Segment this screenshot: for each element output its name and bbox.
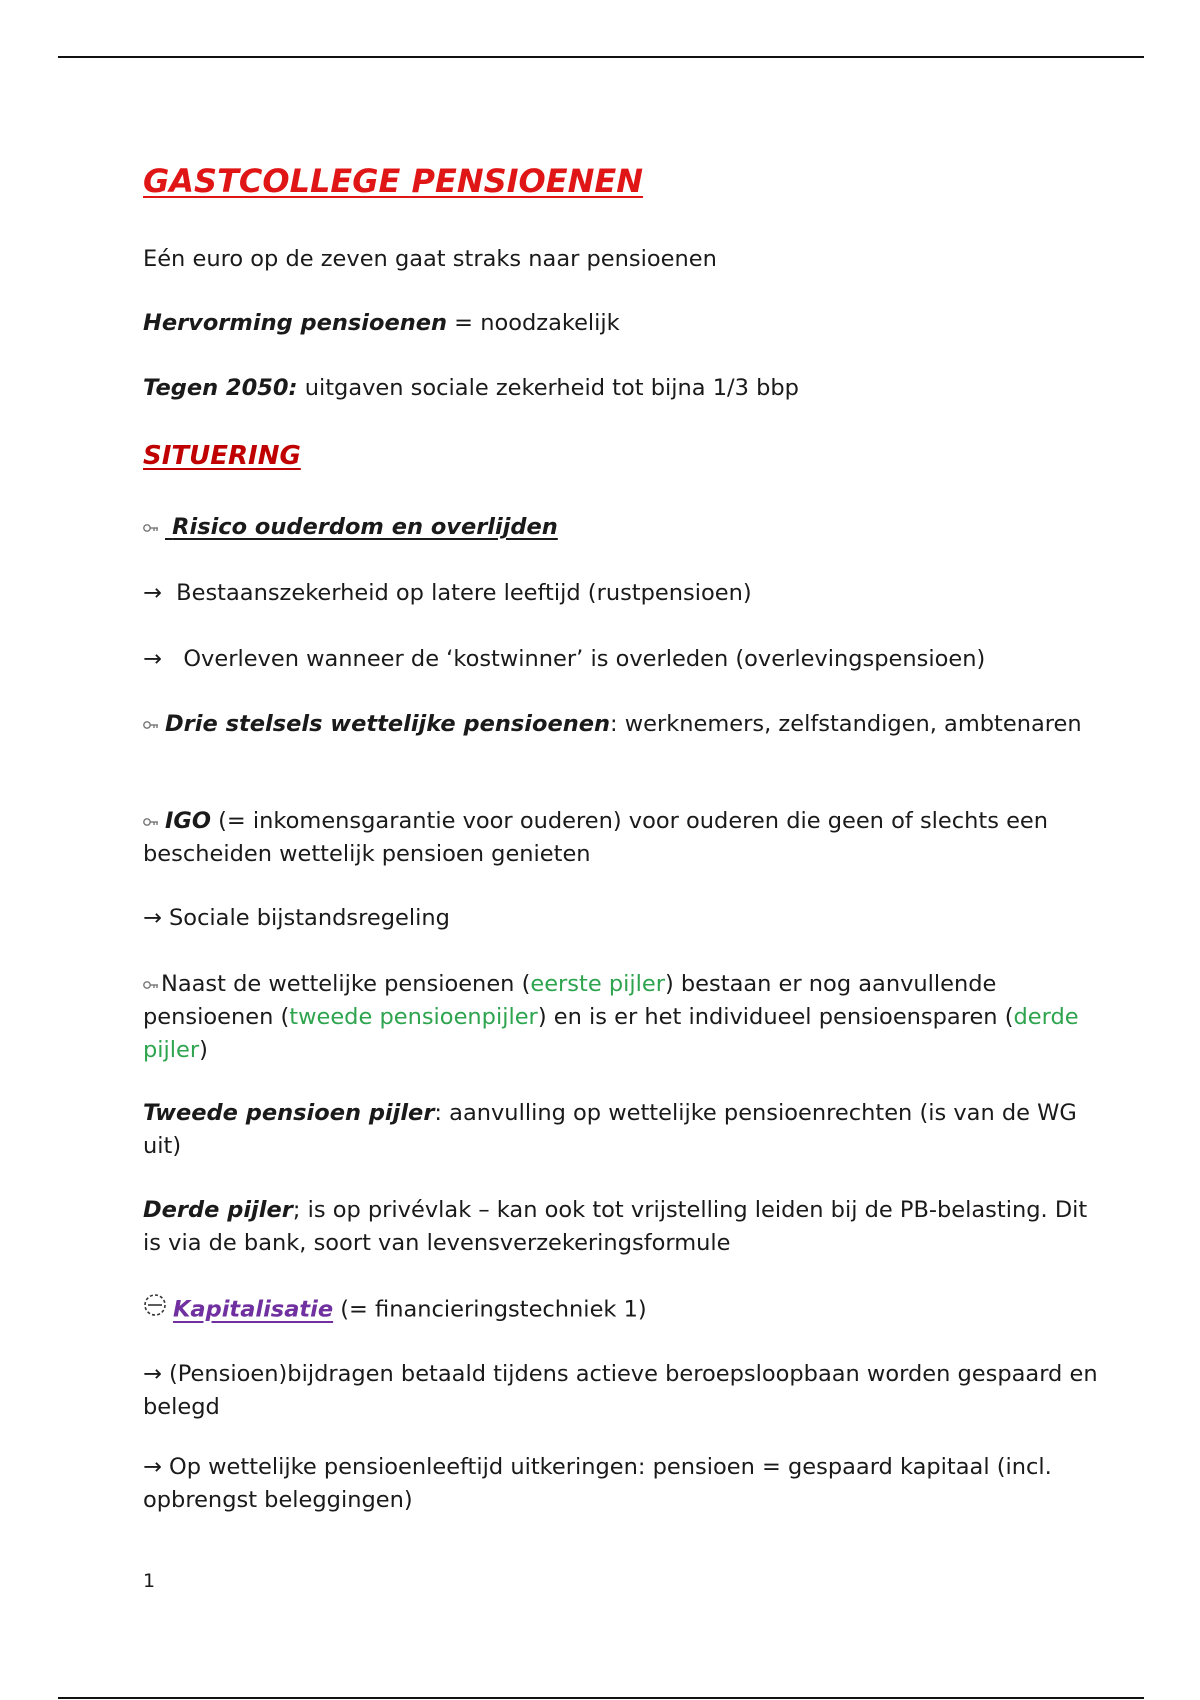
bottom-rule bbox=[58, 1697, 1144, 1699]
tegen-bold: Tegen 2050: bbox=[143, 375, 298, 401]
arrow-item-text: Op wettelijke pensioenleeftijd uitkeringen: pensioen = gespaard kapitaal (incl. opbrengst beleggingen) bbox=[143, 1454, 1052, 1513]
intro-paragraph: Eén euro op de zeven gaat straks naar pensioenen bbox=[143, 246, 717, 272]
igo-bold: IGO bbox=[165, 808, 211, 834]
key-icon bbox=[143, 968, 159, 1001]
pijlers-text-3: ) en is er het individueel pensioensparen ( bbox=[537, 1004, 1014, 1030]
arrow-item-bestaanszekerheid bbox=[143, 577, 1103, 610]
arrow-item-bijdragen bbox=[143, 1358, 1103, 1424]
arrow-item-bijstand bbox=[143, 902, 1103, 935]
drie-stelsels-rest: : werknemers, zelfstandigen, ambtenaren bbox=[610, 711, 1082, 737]
risico-heading-text: Risico ouderdom en overlijden bbox=[172, 514, 558, 540]
paragraph-derde-pijler bbox=[143, 1194, 1103, 1260]
arrow-item-overleven bbox=[143, 643, 1103, 676]
arrow-icon: → bbox=[143, 1454, 162, 1480]
derde-pijler-term: derde pijler bbox=[143, 1004, 1079, 1063]
pijlers-text-1: Naast de wettelijke pensioenen ( bbox=[161, 971, 531, 997]
derde-pijler-rest: ; is op privévlak – kan ook tot vrijstelling leiden bij de PB-belasting. Dit is via de bank, soort van levensverzekeringsformule bbox=[143, 1197, 1088, 1256]
paragraph-igo bbox=[143, 805, 1103, 871]
pijlers-text-4: ) bbox=[199, 1037, 208, 1063]
paragraph-tegen-2050 bbox=[143, 372, 1103, 405]
arrow-icon: → bbox=[143, 580, 162, 606]
hervorming-bold: Hervorming pensioenen bbox=[143, 310, 448, 336]
tweede-pijler-bold: Tweede pensioen pijler bbox=[143, 1100, 435, 1126]
pijlers-text-2: ) bestaan er nog aanvullende pensioenen ( bbox=[143, 971, 997, 1030]
arrow-icon: → bbox=[143, 905, 162, 931]
hervorming-rest: = noodzakelijk bbox=[447, 310, 620, 336]
dashed-circle-icon bbox=[143, 1293, 167, 1327]
kapitalisatie-link[interactable]: Kapitalisatie bbox=[173, 1296, 334, 1323]
arrow-item-text: Bestaanszekerheid op latere leeftijd (rustpensioen) bbox=[176, 580, 752, 606]
key-icon bbox=[143, 708, 159, 741]
key-icon bbox=[143, 805, 159, 838]
kapitalisatie-rest: (= financieringstechniek 1) bbox=[333, 1296, 647, 1323]
key-icon bbox=[143, 511, 159, 544]
arrow-item-text: Overleven wanneer de ‘kostwinner’ is overleden (overlevingspensioen) bbox=[183, 646, 986, 672]
paragraph-pijlers bbox=[143, 968, 1103, 1067]
page-title: GASTCOLLEGE PENSIOENEN bbox=[143, 162, 644, 200]
risico-heading bbox=[143, 511, 1103, 544]
arrow-item-text: (Pensioen)bijdragen betaald tijdens actieve beroepsloopbaan worden gespaard en belegd bbox=[143, 1361, 1098, 1420]
paragraph-kapitalisatie bbox=[143, 1293, 1103, 1327]
arrow-item-uitkeringen bbox=[143, 1451, 1103, 1517]
arrow-icon: → bbox=[143, 646, 162, 672]
paragraph-tweede-pijler bbox=[143, 1097, 1103, 1163]
tegen-rest: uitgaven sociale zekerheid tot bijna 1/3 bbp bbox=[297, 375, 799, 401]
paragraph-drie-stelsels bbox=[143, 708, 1103, 741]
page-number: 1 bbox=[143, 1570, 156, 1592]
tweede-pijler-term: tweede pensioenpijler bbox=[289, 1004, 538, 1030]
tweede-pijler-rest: : aanvulling op wettelijke pensioenrechten (is van de WG uit) bbox=[143, 1100, 1077, 1159]
paragraph-hervorming bbox=[143, 307, 1103, 340]
igo-rest: (= inkomensgarantie voor ouderen) voor ouderen die geen of slechts een bescheiden wettelijk pensioen genieten bbox=[143, 808, 1049, 867]
derde-pijler-bold: Derde pijler bbox=[143, 1197, 293, 1223]
arrow-icon: → bbox=[143, 1361, 162, 1387]
arrow-item-text: Sociale bijstandsregeling bbox=[169, 905, 450, 931]
eerste-pijler-term: eerste pijler bbox=[530, 971, 665, 997]
section-heading-situering: SITUERING bbox=[143, 441, 301, 471]
drie-stelsels-bold: Drie stelsels wettelijke pensioenen bbox=[165, 711, 611, 737]
top-rule bbox=[58, 56, 1144, 58]
